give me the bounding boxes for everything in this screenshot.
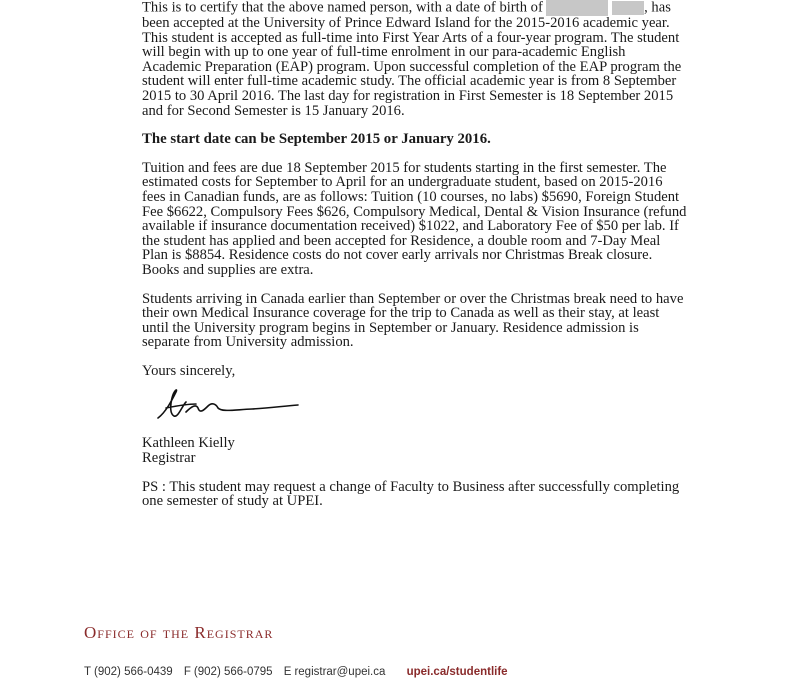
signature-image [152,382,302,424]
certification-paragraph [142,0,687,118]
postscript: PS : This student may request a change of Faculty to Business after successfully completing one semester of study at UPEI. [142,478,680,510]
start-date-notice: The start date can be September 2015 or January 2016. [142,131,491,148]
email-address: registrar@upei.ca [294,666,386,678]
redacted-birthdate [546,0,608,16]
phone-number: (902) 566-0439 [94,666,173,678]
office-heading: Office of the Registrar [84,623,274,642]
letter-body [142,0,687,523]
tuition-paragraph: Tuition and fees are due 18 September 2015 for students starting in the first semester. The estimated costs for September to April for an undergraduate student, based on 2015-2016 fees in Canadian funds, are as follows: Tuition (10 courses, no labs) $5690, Foreign Student Fee $6622, Compulsory Fees $626, Compulsory Medical, Dental & Vision Insurance (refund available if insurance documentation received) $1022, and Laboratory Fee of $50 per lab. If the student has applied and been accepted for Residence, a double room and 7-Day Meal Plan is $8854. Residence costs do not cover early arrivals nor Christmas Break closure. Books and supplies are extra. [142,159,687,278]
certification-text-rest: , has been accepted at the University of Prince Edward Island for the 2015-2016 academic year. This student is accepted as full-time into First Year Arts of a four-year program. The student will begin with up to one year of full-time enrolment in our para-academic English Academic Preparation (EAP) program. Upon successful completion of the EAP program the student will enter full-time academic study. The official academic year is from 8 September 2015 to 30 April 2016. The last day for registration in First Semester is 18 September 2015 and for Second Semester is 15 January 2016. [142,0,682,119]
phone-label: T [84,666,92,678]
redacted-birthdate-continued [612,1,644,15]
certification-text-start: This is to certify that the above named person, with a date of birth of [142,0,543,16]
fax-number: (902) 566-0795 [193,666,273,678]
signer-title: Registrar [142,450,196,467]
contact-line [84,666,508,678]
website-link: upei.ca/studentlife [406,666,508,678]
signer-name: Kathleen Kielly [142,435,235,452]
insurance-paragraph: Students arriving in Canada earlier than September or over the Christmas break need to have their own Medical Insurance coverage for the trip to Canada as well as their stay, at least until the University program begins in September or January. Residence admission is separate from University admission. [142,290,684,351]
email-label: E [283,666,292,678]
fax-label: F [183,666,191,678]
closing: Yours sincerely, [142,362,236,379]
